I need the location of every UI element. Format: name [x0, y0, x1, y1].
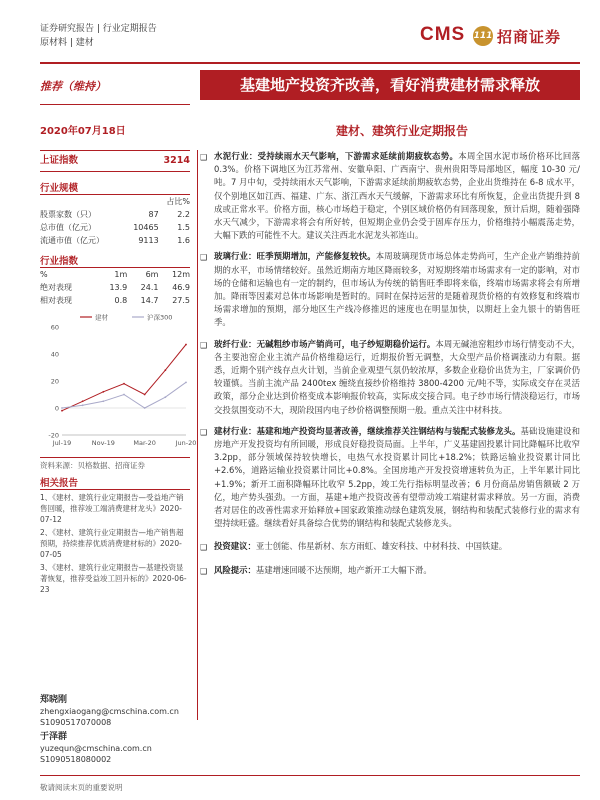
- table-row: [40, 268, 190, 281]
- scale-pct: 1.5: [177, 223, 190, 232]
- index-value: 3214: [163, 155, 190, 166]
- y-tick-label: 40: [50, 350, 59, 359]
- scale-label: 股票家数（只）: [40, 210, 96, 219]
- sidebar-divider: [40, 171, 190, 172]
- analyst-cert: S1090517070008: [40, 718, 112, 727]
- paragraph-building-materials: [200, 425, 580, 531]
- table-row: [40, 195, 190, 208]
- perf-value: 14.7: [140, 296, 159, 305]
- perf-heading: 行业指数: [40, 256, 79, 267]
- sidebar-divider: [40, 457, 190, 458]
- table-row: [40, 294, 190, 307]
- square-bullet-icon: ❑: [200, 340, 208, 350]
- square-bullet-icon: ❑: [200, 153, 208, 162]
- top-divider: [40, 62, 580, 64]
- chart-source: 资料来源：贝格数据、招商证券: [40, 461, 145, 470]
- y-tick-label: 20: [50, 377, 59, 386]
- data-point: [61, 410, 63, 412]
- perf-header: 12m: [172, 270, 190, 279]
- x-tick-label: Jun-20: [175, 439, 197, 447]
- related-report-link[interactable]: 2、《建材、建筑行业定期报告—地产销售超预期，持续推荐优质消费建材标的》2020-07-05: [40, 528, 184, 559]
- data-point: [185, 344, 187, 346]
- legend-label: 建材: [95, 313, 108, 322]
- para-body: 基础设施建设和房地产开发投资均有所回暖，形成良好稳投资局面。上半年，广义基建固投累计同比降幅环比收窄 3.2pp，部分领域保持较快增长，电热气水投资累计同比+18.2%；铁路运输业投资累计同比+2.6%，道路运输业投资累计同比+0.8%。全国房地产开发投资增速转负为正，上半年累计同比+1.9%；新开工面积降幅环比收窄 5.2pp，竣工先行指标明显改善；6 月份商品房销售额破 2 万亿，地产势头强劲。一方面，基建+地产投资改善有望带动竣工端建材需求释放。另一方面，消费者对居住的改善性需求开始释放+国家政策推动绿色建筑发展，钢结构和装配式装修行业的需求有望持续旺盛。继续看好具备综合优势的钢结构和装配式装修龙头。: [214, 425, 581, 529]
- report-title: 基建地产投资齐改善，看好消费建材需求释放: [200, 70, 580, 100]
- logo-seal-icon: 111: [473, 26, 493, 46]
- perf-header: 6m: [145, 270, 159, 279]
- perf-label: 相对表现: [40, 296, 72, 305]
- analyst-email[interactable]: yuzequn@cmschina.com.cn: [40, 744, 152, 753]
- y-tick-label: 60: [50, 323, 59, 332]
- performance-chart-svg: [40, 307, 197, 457]
- data-point: [144, 394, 146, 396]
- related-report-link[interactable]: 1、《建材、建筑行业定期报告—受益地产销售回暖，推荐竣工端消费建材龙头》2020-07-12: [40, 493, 184, 524]
- perf-header: 1m: [114, 270, 128, 279]
- analyst-block: [40, 695, 190, 765]
- perf-table: [40, 268, 190, 307]
- para-body: 基建增速回暖不达预期，地产新开工大幅下滑。: [255, 564, 432, 575]
- paragraph-glass: [200, 250, 580, 329]
- square-bullet-icon: ❑: [200, 427, 208, 437]
- perf-value: 46.9: [172, 283, 190, 292]
- index-row: [40, 151, 190, 171]
- footer-divider: [40, 775, 580, 776]
- scale-pct: 1.6: [177, 236, 190, 245]
- x-tick-label: Mar-20: [133, 439, 156, 447]
- para-body: 本周无碱池窑粗纱市场行情变动不大，各主要池窑企业主流产品价格维稳运行，近期报价暂无调整，大众型产品价格调涨动力有限。据悉，近期个别产线存点火计划，当前企业观望气氛仍较浓厚，多数企业稳价出货为主，厂家调价仍较谨慎。当前主流产品 2400tex 缠绕直接纱价格维持 3800-4200 元/吨不等，实际成交存在灵活政策，部分企业达到价格变成本影响报价较高，实际成交接合同。电子纱市场行情淡稳运行，市场交投氛围变动不大，现阶段国内电子纱价格调整预期一般。重点关注中材科技。: [214, 338, 581, 415]
- y-tick-label: -20: [48, 431, 59, 440]
- series-line-building-materials: [62, 345, 186, 411]
- data-point: [185, 381, 187, 383]
- data-point: [164, 369, 166, 371]
- table-row: [40, 234, 190, 247]
- para-lead: 风险提示：: [214, 564, 256, 575]
- x-tick-label: Jul-19: [52, 439, 72, 447]
- data-point: [123, 383, 125, 385]
- rating: 推荐（维持）: [40, 80, 106, 93]
- para-lead: 建材行业：基建和地产投资均显著改善，继续推荐关注钢结构与装配式装修龙头。: [214, 425, 521, 436]
- sidebar-divider: [40, 489, 190, 490]
- scale-table: [40, 195, 190, 247]
- para-lead: 玻璃行业：旺季预期增加，产能修复较快。: [214, 251, 376, 262]
- square-bullet-icon: ❑: [200, 253, 208, 263]
- rating-divider: [40, 104, 190, 105]
- table-row: [40, 281, 190, 294]
- perf-label: 绝对表现: [40, 283, 72, 292]
- y-tick-label: 0: [54, 404, 59, 413]
- column-divider: [197, 150, 198, 720]
- logo-latin: CMS: [420, 24, 466, 45]
- paragraph-fiberglass: [200, 338, 580, 417]
- data-point: [123, 394, 125, 396]
- data-point: [164, 396, 166, 398]
- scale-value: 9113: [138, 236, 159, 245]
- scale-value: 10465: [133, 223, 159, 232]
- paragraph-risk: [200, 564, 580, 577]
- performance-chart: [40, 307, 197, 457]
- table-row: [40, 208, 190, 221]
- x-tick-label: Nov-19: [91, 439, 115, 447]
- report-type: 证券研究报告 | 行业定期报告: [40, 24, 157, 34]
- report-sector: 原材料 | 建材: [40, 38, 94, 48]
- scale-value: 87: [148, 210, 159, 219]
- scale-label: 总市值（亿元）: [40, 223, 96, 232]
- scale-label: 流通市值（亿元）: [40, 236, 104, 245]
- analyst-name: 于泽群: [40, 732, 68, 742]
- paragraph-investment: [200, 540, 580, 553]
- perf-value: 13.9: [109, 283, 128, 292]
- related-report-link[interactable]: 3、《建材、建筑行业定期报告—基建投资显著恢复，推荐受益竣工回升标的》2020-06-23: [40, 563, 187, 594]
- sidebar: [40, 150, 197, 765]
- analyst-email[interactable]: zhengxiaogang@cmschina.com.cn: [40, 707, 179, 716]
- data-point: [102, 400, 104, 402]
- data-point: [82, 400, 84, 402]
- scale-heading: 行业规模: [40, 183, 79, 194]
- related-reports: [40, 492, 190, 595]
- main-content: [200, 150, 580, 585]
- para-lead: 水泥行业：受持续雨水天气影响，下游需求延续前期疲软态势。: [214, 151, 459, 161]
- data-point: [61, 407, 63, 409]
- data-point: [102, 391, 104, 393]
- index-label: 上证指数: [40, 155, 79, 166]
- report-date: 2020年07月18日: [40, 126, 126, 137]
- logo-chinese: 招商证券: [497, 28, 562, 46]
- perf-value: 0.8: [114, 296, 128, 305]
- paragraph-cement: [200, 150, 580, 242]
- legend-label: 沪深300: [147, 313, 173, 322]
- para-body: 亚士创能、伟星新材、东方雨虹、雄安科技、中材科技、中国铁建。: [255, 541, 508, 552]
- analyst-name: 郑晓刚: [40, 695, 68, 705]
- para-lead: 投资建议：: [214, 541, 256, 552]
- para-lead: 玻纤行业：无碱粗纱市场产销尚可，电子纱短期稳价运行。: [214, 338, 436, 349]
- report-subtitle: 建材、建筑行业定期报告: [336, 124, 469, 138]
- scale-col-header: 占比%: [166, 197, 190, 206]
- company-logo: [420, 24, 570, 50]
- footer-note: 敬请阅读末页的重要说明: [40, 783, 123, 792]
- analyst-cert: S1090518080002: [40, 755, 112, 764]
- table-row: [40, 221, 190, 234]
- perf-value: 27.5: [172, 296, 190, 305]
- para-body: 本周全国水泥市场价格环比回落 0.3%。价格下调地区为江苏常州、安徽阜阳、广西南宁、贵州贵阳等局部地区，幅度 10-30 元/吨。7 月中旬，受持续雨水天气影响，下游需求延续前期疲软态势，企业出货维持在 6-8 成水平，仅个别地区如江西、福建、广东、浙江西水天气缓解，下游需求环比有所恢复，企业出货提升到 8 成或正常水平。价格方面，核心市场趋于稳定，个别区域价格仍有回落现象，预计后期，随着强降水天气减少，下游需求将会有所好转，但短期企业仍会受于固库存压力，价格维持小幅震荡走势，大幅下跌的可能性不大。建议关注西北水泥龙头祁连山。: [214, 151, 581, 241]
- square-bullet-icon: ❑: [200, 566, 208, 576]
- scale-pct: 2.2: [177, 210, 190, 219]
- para-body: 本周玻璃现货市场总体走势尚可，生产企业产销维持前期的水平，市场情绪较好。虽然近期南方地区降雨较多，对短期终端市场需求有一定的影响，对市场的仓储和运输也有一定的制约，但市场认为传统的销售旺季即将来临，终端市场需求将会有所增加。降雨等因素对总体市场影响是暂时的。同时在保持运营的是随着现货价格的有效修复和终端市场需求增加的预期，部分地区生产线冷修推迟的速度也在明显加快，以期赶上金九银十的销售旺季。: [214, 251, 580, 328]
- report-header-left: [40, 22, 157, 50]
- data-point: [82, 404, 84, 406]
- square-bullet-icon: ❑: [200, 543, 208, 553]
- related-heading: 相关报告: [40, 478, 79, 489]
- data-point: [144, 407, 146, 409]
- perf-value: 24.1: [140, 283, 159, 292]
- perf-header: %: [40, 270, 48, 279]
